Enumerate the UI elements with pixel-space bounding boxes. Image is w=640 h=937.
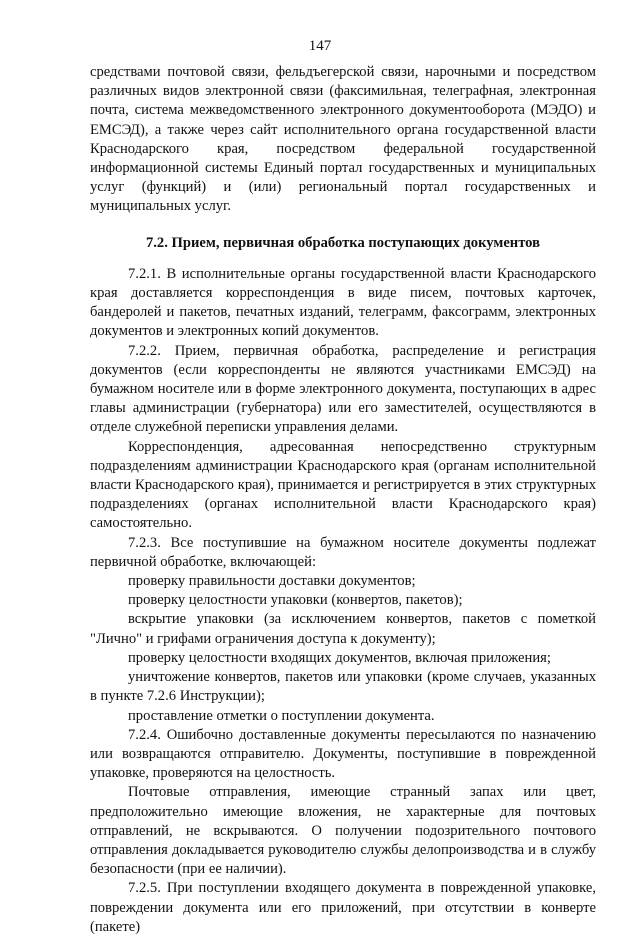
list-item: проверку целостности упаковки (конвертов, пакетов); [128,592,463,609]
paragraph: Почтовые отправления, имеющие странный запах или цвет, предположительно имеющие вложения, не характерные для почтовых отправлений, не вскрываются. О получении подозрительного почтового отправления докладывается руководителю службы делопроизводства и в службу безопасности (при ее наличии). [90,784,596,878]
paragraph: 7.2.5. При поступлении входящего документа в поврежденной упаковке, повреждении документа или его приложений, при отсутствии в конверте (пакете) [90,880,596,935]
page-number: 147 [308,38,332,54]
document-body [90,63,596,937]
list-item: уничтожение конвертов, пакетов или упаковки (кроме случаев, указанных в пункте 7.2.6 Инструкции); [90,669,596,705]
paragraph: 7.2.3. Все поступившие на бумажном носителе документы подлежат первичной обработке, включающей: [90,534,596,570]
paragraph: средствами почтовой связи, фельдъегерской связи, нарочными и посредством различных видов электронной связи (факсимильная, телеграфная, электронная почта, система межведомственного электронного документооборота (МЭДО) и ЕМСЭД), а также через сайт исполнительного органа государственной власти Краснодарского края, посредством федеральной государственной информационной системы Единый портал государственных и муниципальных услуг (функций) и (или) региональный портал государственных и муниципальных услуг. [90,64,596,215]
paragraph: Корреспонденция, адресованная непосредственно структурным подразделениям администрации Краснодарского края (органам исполнительной власти Краснодарского края), принимается и регистрируется в этих структурных подразделениях (органах исполнительной власти Краснодарского края) самостоятельно. [90,438,596,532]
paragraph: 7.2.2. Прием, первичная обработка, распределение и регистрация документов (если корреспонденты не являются участниками ЕМСЭД) на бумажном носителе или в форме электронного документа, поступающих в адрес главы администрации (губернатора) или его заместителей, осуществляются в отделе служебной переписки управления делами. [90,342,596,436]
list-item: проверку целостности входящих документов, включая приложения; [128,649,551,666]
paragraph: 7.2.1. В исполнительные органы государственной власти Краснодарского края доставляется корреспонденция в виде писем, почтовых карточек, бандеролей и пакетов, печатных изданий, телеграмм, факсограмм, электронных документов и электронных копий документов. [90,265,596,340]
list-item: проверку правильности доставки документов; [128,573,416,590]
section-heading: 7.2. Прием, первичная обработка поступающих документов [145,234,540,251]
list-item: вскрытие упаковки (за исключением конвертов, пакетов с пометкой "Лично" и грифами ограничения доступа к документу); [90,611,596,647]
list-item: проставление отметки о поступлении документа. [128,707,435,724]
paragraph: 7.2.4. Ошибочно доставленные документы пересылаются по назначению или возвращаются отправителю. Документы, поступившие в поврежденной упаковке, проверяются на целостность. [90,726,596,782]
